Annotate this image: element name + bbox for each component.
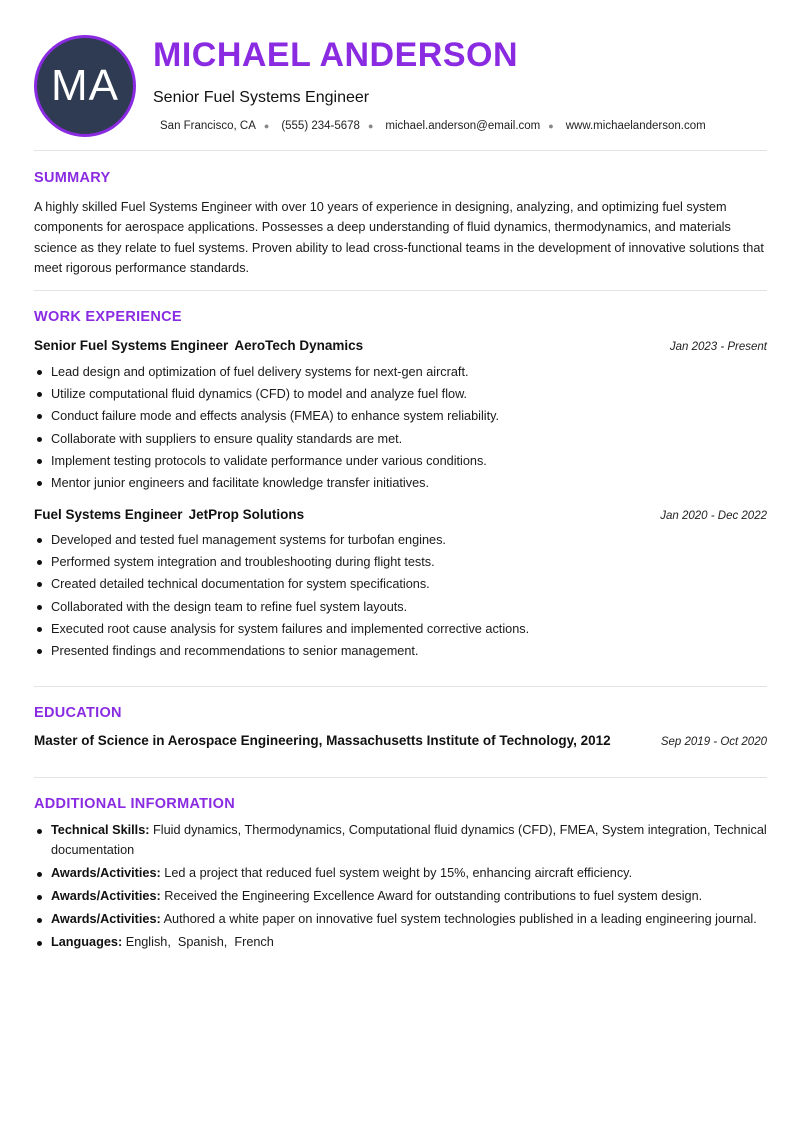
summary-heading: SUMMARY xyxy=(34,170,111,186)
job-dates: Jan 2023 - Present xyxy=(669,341,767,353)
bullet-separator-icon: ● xyxy=(548,121,554,131)
job-bullets xyxy=(34,529,767,662)
job-role: Senior Fuel Systems Engineer xyxy=(34,338,229,353)
job-bullets xyxy=(34,361,767,494)
item-text: Fluid dynamics, Thermodynamics, Computational fluid dynamics (CFD), FMEA, System integration, Technical documentation xyxy=(51,823,767,857)
list-item xyxy=(34,933,767,953)
list-item xyxy=(34,864,767,884)
list-item: Presented findings and recommendations to senior management. xyxy=(34,640,767,662)
education-heading: EDUCATION xyxy=(34,705,122,721)
section-divider xyxy=(34,686,767,687)
item-label: Awards/Activities: xyxy=(51,888,161,903)
contact-location: San Francisco, CA xyxy=(160,120,256,132)
item-text: Led a project that reduced fuel system weight by 15%, enhancing aircraft efficiency. xyxy=(160,865,633,880)
job-role: Fuel Systems Engineer xyxy=(34,507,183,522)
item-text: Received the Engineering Excellence Award for outstanding contributions to fuel system design. xyxy=(160,888,703,903)
additional-list xyxy=(34,821,767,956)
candidate-name: MICHAEL ANDERSON xyxy=(153,36,519,74)
list-item: Mentor junior engineers and facilitate knowledge transfer initiatives. xyxy=(34,472,767,494)
education-dates: Sep 2019 - Oct 2020 xyxy=(660,736,767,748)
list-item: Developed and tested fuel management systems for turbofan engines. xyxy=(34,529,767,551)
experience-heading: WORK EXPERIENCE xyxy=(34,309,182,325)
list-item: Conduct failure mode and effects analysis (FMEA) to enhance system reliability. xyxy=(34,405,767,427)
job-header xyxy=(34,338,767,353)
additional-heading: ADDITIONAL INFORMATION xyxy=(34,796,235,812)
item-label: Awards/Activities: xyxy=(51,865,161,880)
item-text: Authored a white paper on innovative fuel system technologies published in a leading engineering journal. xyxy=(160,911,757,926)
job-company: AeroTech Dynamics xyxy=(234,338,364,353)
contact-phone[interactable]: (555) 234-5678 xyxy=(281,120,360,132)
education-entry xyxy=(34,733,767,748)
contact-bar xyxy=(160,120,706,132)
item-text: English, Spanish, French xyxy=(122,934,274,949)
list-item: Collaborate with suppliers to ensure quality standards are met. xyxy=(34,428,767,450)
list-item: Utilize computational fluid dynamics (CFD) to model and analyze fuel flow. xyxy=(34,383,767,405)
item-label: Languages: xyxy=(51,934,123,949)
contact-email[interactable]: michael.anderson@email.com xyxy=(385,120,541,132)
bullet-separator-icon: ● xyxy=(367,121,374,131)
avatar xyxy=(34,35,136,137)
list-item: Collaborated with the design team to refine fuel system layouts. xyxy=(34,596,767,618)
list-item xyxy=(34,821,767,860)
list-item xyxy=(34,910,767,930)
section-divider xyxy=(34,150,767,151)
contact-website[interactable]: www.michaelanderson.com xyxy=(565,120,706,132)
list-item: Created detailed technical documentation for system specifications. xyxy=(34,573,767,595)
list-item: Performed system integration and troubleshooting during flight tests. xyxy=(34,551,767,573)
avatar-initials: MA xyxy=(51,61,119,110)
section-divider xyxy=(34,777,767,778)
item-label: Awards/Activities: xyxy=(51,911,161,926)
bullet-separator-icon: ● xyxy=(263,121,270,131)
education-degree: Master of Science in Aerospace Engineering, Massachusetts Institute of Technology, 2012 xyxy=(34,733,611,748)
job-company: JetProp Solutions xyxy=(188,507,305,522)
list-item: Executed root cause analysis for system failures and implemented corrective actions. xyxy=(34,618,767,640)
list-item xyxy=(34,887,767,907)
list-item: Implement testing protocols to validate performance under various conditions. xyxy=(34,450,767,472)
summary-text: A highly skilled Fuel Systems Engineer with over 10 years of experience in designing, analyzing, and optimizing fuel system components for aerospace applications. Possesses a deep understanding of fluid dynamics, thermodynamics, and materials science as they relate to fuel systems. Proven ability to lead cross-functional teams in the development of innovative solutions that meet rigorous performance standards. xyxy=(34,200,764,275)
item-label: Technical Skills: xyxy=(51,823,150,837)
job-dates: Jan 2020 - Dec 2022 xyxy=(660,510,767,522)
candidate-title: Senior Fuel Systems Engineer xyxy=(153,89,370,106)
job-header xyxy=(34,507,767,522)
section-divider xyxy=(34,290,767,291)
list-item: Lead design and optimization of fuel delivery systems for next-gen aircraft. xyxy=(34,361,767,383)
